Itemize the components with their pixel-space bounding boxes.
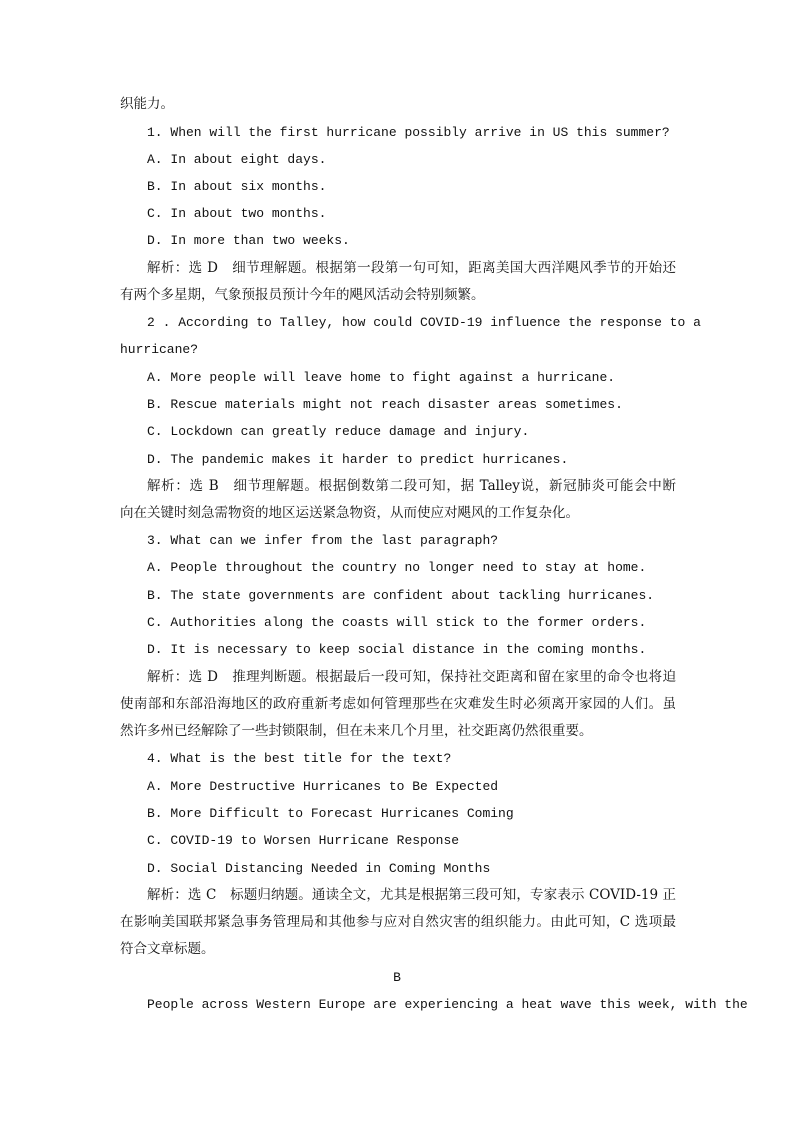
option-b: B. More Difficult to Forecast Hurricanes Coming xyxy=(147,806,514,821)
option-a: A. More Destructive Hurricanes to Be Expected xyxy=(147,779,499,794)
section-heading: B xyxy=(393,970,401,985)
option-b: B. In about six months. xyxy=(147,179,327,194)
option-c: C. In about two months. xyxy=(147,206,327,221)
explanation-line: 在影响美国联邦紧急事务管理局和其他参与应对自然灾害的组织能力。由此可知，C 选项最 xyxy=(120,914,676,930)
explanation-line: 然许多州已经解除了一些封锁限制，但在未来几个月里，社交距离仍然很重要。 xyxy=(120,723,593,739)
option-c: C. Lockdown can greatly reduce damage and injury. xyxy=(147,424,530,439)
option-a: A. More people will leave home to fight against a hurricane. xyxy=(147,370,616,385)
option-a: A. In about eight days. xyxy=(147,152,327,167)
option-d: D. The pandemic makes it harder to predict hurricanes. xyxy=(147,452,569,467)
passage-line: People across Western Europe are experiencing a heat wave this week, with the xyxy=(147,997,748,1012)
text-line: 织能力。 xyxy=(120,96,174,112)
explanation-line: 向在关键时刻急需物资的地区运送紧急物资，从而使应对飓风的工作复杂化。 xyxy=(120,505,579,521)
explanation-line: 解析：选 D 推理判断题。根据最后一段可知，保持社交距离和留在家里的命令也将迫 xyxy=(147,669,676,685)
question-2-cont: hurricane? xyxy=(120,342,199,357)
explanation-line: 使南部和东部沿海地区的政府重新考虑如何管理那些在灾难发生时必须离开家园的人们。虽 xyxy=(120,696,676,712)
option-c: C. COVID-19 to Worsen Hurricane Response xyxy=(147,833,460,848)
question-3: 3. What can we infer from the last paragraph? xyxy=(147,533,499,548)
option-a: A. People throughout the country no longer need to stay at home. xyxy=(147,560,647,575)
explanation-line: 解析：选 B 细节理解题。根据倒数第二段可知，据 Talley说，新冠肺炎可能会中断 xyxy=(147,478,676,494)
explanation-line: 解析：选 D 细节理解题。根据第一段第一句可知，距离美国大西洋飓风季节的开始还 xyxy=(147,260,676,276)
question-1: 1. When will the first hurricane possibly arrive in US this summer? xyxy=(147,125,670,140)
option-d: D. It is necessary to keep social distance in the coming months. xyxy=(147,642,647,657)
question-4: 4. What is the best title for the text? xyxy=(147,751,452,766)
explanation-line: 有两个多星期，气象预报员预计今年的飓风活动会特别频繁。 xyxy=(120,287,485,303)
explanation-line: 解析：选 C 标题归纳题。通读全文，尤其是根据第三段可知，专家表示 COVID-19 正 xyxy=(147,887,676,903)
option-b: B. The state governments are confident about tackling hurricanes. xyxy=(147,588,655,603)
option-d: D. Social Distancing Needed in Coming Months xyxy=(147,861,491,876)
option-c: C. Authorities along the coasts will stick to the former orders. xyxy=(147,615,647,630)
explanation-line: 符合文章标题。 xyxy=(120,941,215,957)
option-d: D. In more than two weeks. xyxy=(147,233,350,248)
question-2: 2 . According to Talley, how could COVID-19 influence the response to a xyxy=(147,315,701,330)
option-b: B. Rescue materials might not reach disaster areas sometimes. xyxy=(147,397,623,412)
